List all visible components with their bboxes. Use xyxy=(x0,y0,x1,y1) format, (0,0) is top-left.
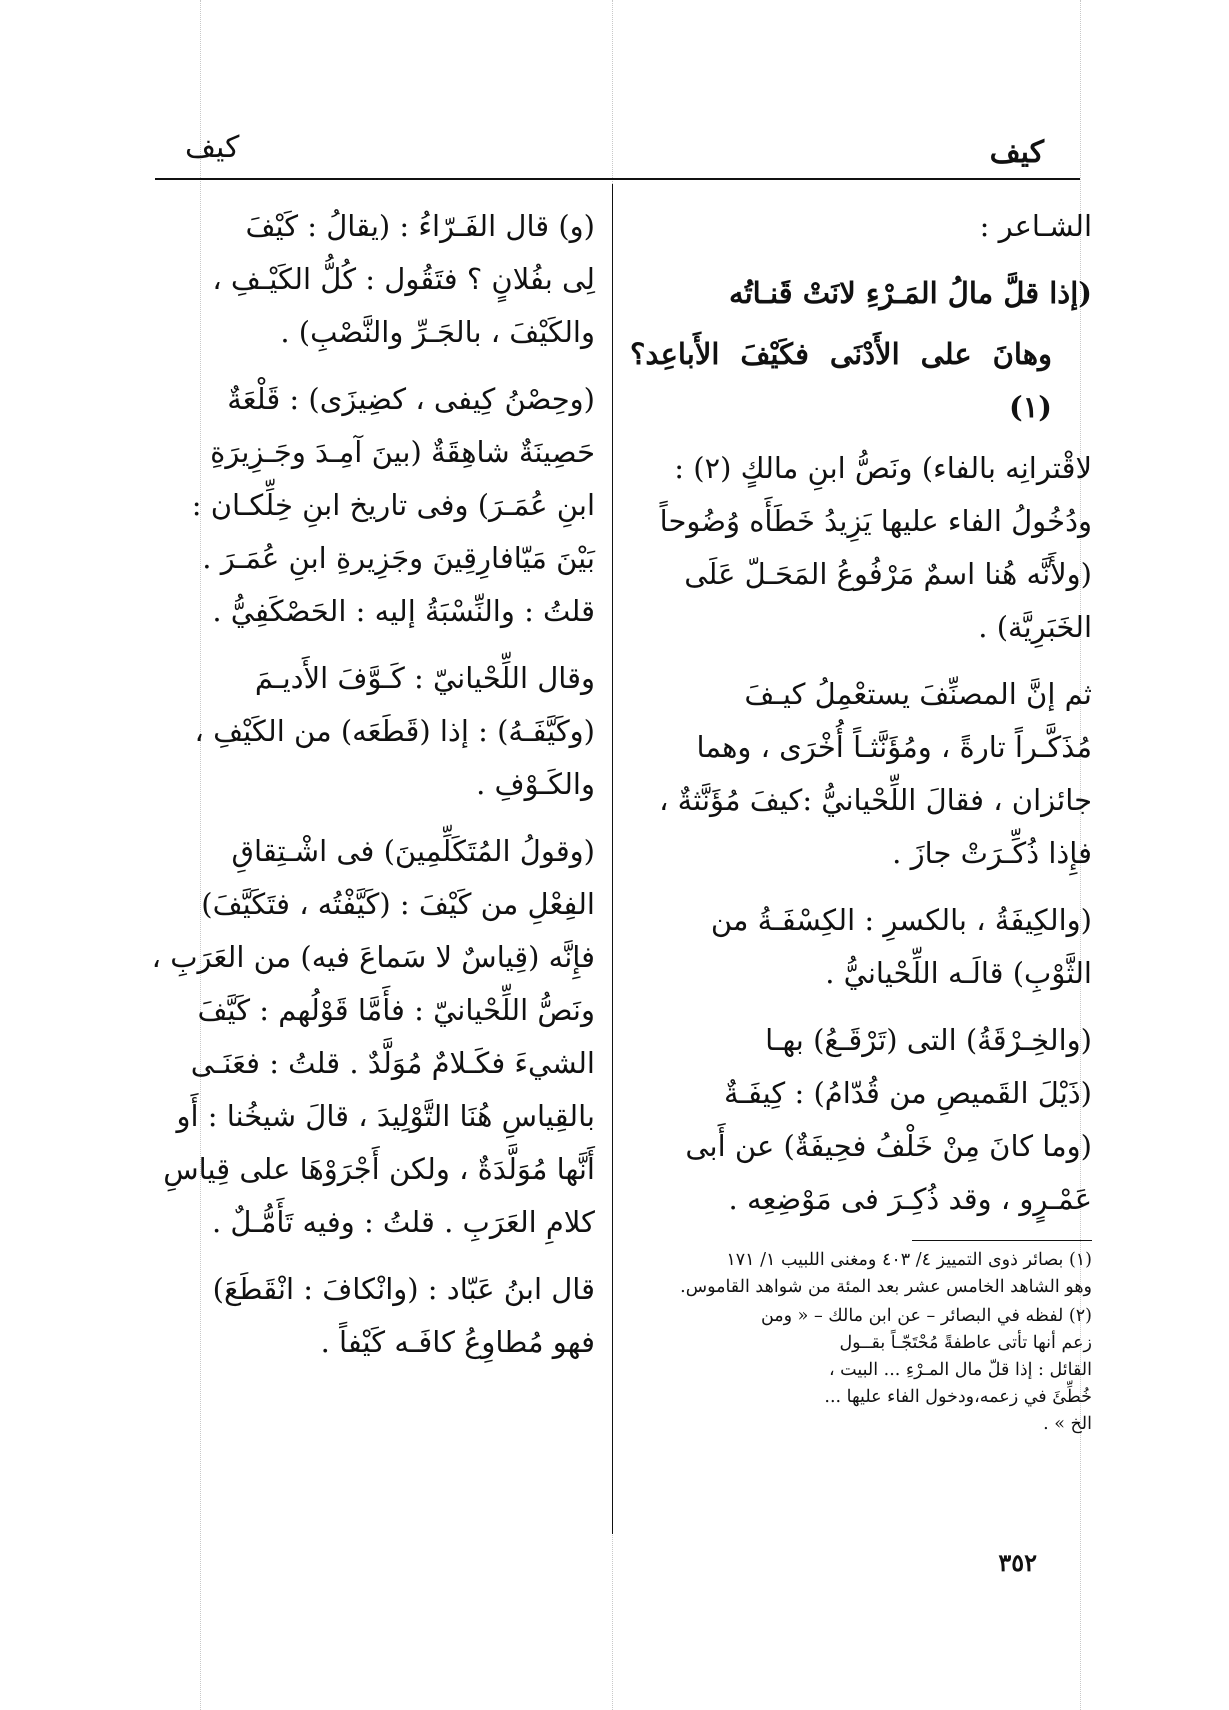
paragraph: الشـاعر : xyxy=(979,209,1092,243)
paragraph: (و) قال الفَـرّاءُ : (يقالُ : كَيْفَ لِى بفُلانٍ ؟ فتَقُول : كُلُّ الكَيْـفِ ، والكَيْفَ ، بالجَـرِّ والنَّصْبِ) . xyxy=(212,209,595,349)
paragraph: لاقْترانِه بالفاء) ونَصُّ ابنِ مالكٍ (٢) : ودُخُولُ الفاء عليها يَزِيدُ خَطَأَه وُضُوحاً (ولأَنَّه هُنا اسمٌ مَرْفُوعُ المَحَـلّ عَلَى الخَبَرِيَّة) . xyxy=(659,451,1092,644)
verse-line: وهانَ على الأَدْنَى فكَيْفَ الأَباعِد؟ (١) xyxy=(630,337,1052,424)
footnote-rule xyxy=(912,1240,1092,1241)
right-column xyxy=(630,200,1092,1440)
header-rule xyxy=(155,178,1080,180)
page-number: ٣٥٢ xyxy=(998,1548,1037,1577)
footnote: (٢) لفظه في البصائر – عن ابن مالك – « ومن زعم أنها تأتى عاطفةً مُحْتَجّـاً بقــول القائل : إذا قلّ مال المـرْءِ ... البيت ، خُطِّئَ في زعمه،ودخول الفاء عليها ... الخ » . xyxy=(760,1306,1092,1434)
column-divider xyxy=(612,184,613,1534)
running-header-left: كيف xyxy=(185,130,240,165)
paragraph: (وحِصْنُ كِيفى ، كضِيزَى) : قَلْعَةٌ حَصِينَةٌ شاهِقَةٌ (بينَ آمِـدَ وجَـزِيرَةِ ابنِ عُمَـرَ) وفى تاريخ ابنِ خِلِّكـان : بَيْنَ مَيّافارِقِينَ وجَزِيرةِ ابنِ عُمَـرَ . قلتُ : والنِّسْبَةُ إليه : الحَصْكَفِيُّ . xyxy=(191,382,595,628)
paragraph: وقال اللِّحْيانيّ : كَـوَّفَ الأَديـمَ (وكَيَّفَـهُ) : إذا (قَطَعَه) من الكَيْفِ ، والكَـوْفِ . xyxy=(194,661,595,801)
paragraph: ثم إنَّ المصنِّفَ يستعْمِلُ كيـفَ مُذَكَّـراً تارةً ، ومُؤَنَّثـاً أُخْرَى ، وهما جائزان ، فقالَ اللِّحْيانيُّ :كيفَ مُؤَنَّثةٌ ، فإِذا ذُكِّـرَتْ جازَ . xyxy=(659,677,1092,870)
footnote: (١) بصائر ذوى التمييز ٤/ ٤٠٣ ومغنى اللبيب ١/ ١٧١ وهو الشاهد الخامس عشر بعد المئة من شواهد القاموس. xyxy=(680,1250,1092,1297)
paragraph: (والكِيفَةُ ، بالكسرِ : الكِسْفَـةُ من الثَّوْبِ) قالَـه اللِّحْيانيُّ . xyxy=(710,903,1092,990)
left-column xyxy=(150,200,595,1383)
running-header-right: كيف xyxy=(989,135,1044,170)
paragraph: قال ابنُ عَبّاد : (وانْكافَ : انْقَطَعَ) فهو مُطاوِعُ كافَـه كَيْفاً . xyxy=(212,1272,595,1359)
verse-line: (إذا قلَّ مالُ المَـرْءِ لانَتْ قَنـاتُه xyxy=(729,276,1092,310)
paragraph: (والخِـرْقَةُ) التى (تَرْقَـعُ) بهـا (ذَيْلَ القَميصِ من قُدّامُ) : كِيفَـةٌ (وما كانَ مِنْ خَلْفُ فحِيفَةٌ) عن أَبى عَمْـرٍو ، وقد ذُكِـرَ فى مَوْضِعِه . xyxy=(685,1023,1092,1216)
paragraph: (وقولُ المُتَكَلِّمِينَ) فى اشْـتِقاقِ الفِعْلِ من كَيْفَ : (كَيَّفْتُه ، فتَكَيَّفَ) فإِنَّه (قِياسٌ لا سَماعَ فيه) من العَرَبِ ، ونَصُّ اللِّحْيانيّ : فأَمَّا قَوْلُهم : كَيَّفَ الشيءَ فكَـلامٌ مُوَلَّدٌ . قلتُ : فعَنَـى بالقِياسِ هُنَا التَّوْلِيدَ ، قالَ شيخُنا : أَو أَنَّها مُوَلَّدَةٌ ، ولكن أَجْرَوْهَا على قِياسِ كلامِ العَرَبِ . قلتُ : وفيه تَأَمُّـلٌ . xyxy=(151,834,595,1239)
footnotes xyxy=(630,1247,1092,1438)
